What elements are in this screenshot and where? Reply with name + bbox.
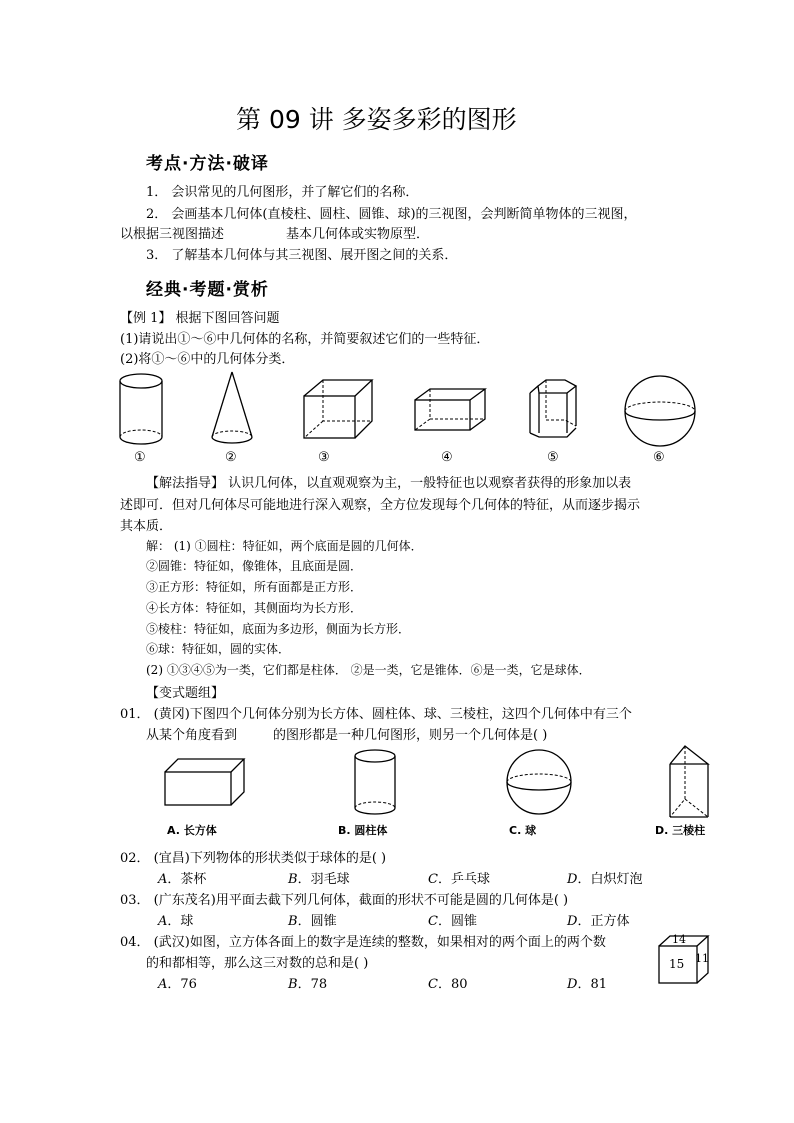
solution-line-2: ②圆锥：特征如，像锥体，且底面是圆． (146, 559, 363, 573)
q01-caption-a: A. 长方体 (167, 824, 217, 837)
q03-option-d[interactable]: D．正方体 (567, 914, 630, 929)
q03-option-b[interactable]: B．圆锥 (288, 914, 337, 929)
q02-option-d[interactable]: D．白炽灯泡 (567, 872, 643, 887)
q03-option-c[interactable]: C．圆锥 (428, 914, 477, 929)
cube-top-number: 14 (672, 933, 686, 946)
shape-label-5: ⑤ (547, 450, 559, 465)
shape-label-4: ④ (441, 450, 453, 465)
shape-label-3: ③ (318, 450, 330, 465)
solution-line-7: (2) ①③④⑤为一类，它们都是柱体． ②是一类，它是锥体．⑥是一类，它是球体． (146, 663, 591, 677)
example-1-question-2: (2)将①～⑥中的几何体分类． (120, 352, 295, 367)
q01-caption-b: B. 圆柱体 (338, 824, 388, 837)
example-1-question-1: (1)请说出①～⑥中几何体的名称，并简要叙述它们的一些特征． (120, 332, 490, 347)
q01-line-2: 从某个角度看到 的图形都是一种几何图形，则另一个几何体是( ) (146, 728, 548, 743)
objective-2: 2． 会画基本几何体(直棱柱、圆柱、圆锥、球)的三视图，会判断简单物体的三视图， (146, 207, 637, 222)
shape-label-6: ⑥ (653, 450, 665, 465)
cube-front-number: 15 (669, 957, 685, 971)
objective-1: 1． 会识常见的几何图形，并了解它们的名称． (146, 185, 419, 200)
q02-option-c[interactable]: C．乒乓球 (428, 872, 490, 887)
guide-line-2: 述即可．但对几何体尽可能地进行深入观察，全方位发现每个几何体的特征，从而逐步揭示 (120, 498, 641, 513)
page-title: 第 09 讲 多姿多彩的图形 (236, 105, 517, 134)
shape-label-2: ② (225, 450, 237, 465)
solution-line-6: ⑥球：特征如，圆的实体． (146, 642, 291, 656)
q03-option-a[interactable]: A．球 (158, 914, 194, 929)
section-heading-examples: 经典·考题·赏析 (146, 280, 269, 300)
q03-stem: 03． (广东茂名)用平面去截下列几何体，截面的形状不可能是圆的几何体是( ) (120, 893, 569, 908)
variant-heading: 【变式题组】 (146, 686, 225, 701)
q02-option-b[interactable]: B．羽毛球 (288, 872, 350, 887)
section-heading-methods: 考点·方法·破译 (146, 154, 269, 174)
q04-option-c[interactable]: C．80 (428, 977, 468, 992)
shape-label-1: ① (134, 450, 146, 465)
q04-option-d[interactable]: D．81 (567, 977, 607, 992)
example-1-header: 【例 1】 根据下图回答问题 (120, 311, 280, 326)
q01-line-1: 01． (黄冈)下图四个几何体分别为长方体、圆柱体、球、三棱柱，这四个几何体中有三个 (120, 707, 632, 722)
solution-line-5: ⑤棱柱：特征如，底面为多边形，侧面为长方形． (146, 622, 411, 636)
solution-line-1: 解： (1) ①圆柱：特征如，两个底面是圆的几何体． (146, 539, 423, 553)
objective-3: 3． 了解基本几何体与其三视图、展开图之间的关系． (146, 248, 458, 263)
objective-2-continued: 以根据三视图描述 基本几何体或实物原型． (120, 227, 430, 242)
q02-stem: 02． (宜昌)下列物体的形状类似于球体的是( ) (120, 851, 387, 866)
solution-line-3: ③正方形：特征如，所有面都是正方形． (146, 580, 363, 594)
guide-line-1: 【解法指导】 认识几何体，以直观观察为主，一般特征也以观察者获得的形象加以表 (146, 476, 632, 491)
q02-option-a[interactable]: A．茶杯 (158, 872, 207, 887)
guide-line-3: 其本质． (120, 519, 173, 534)
q04-line-2: 的和都相等，那么这三对数的总和是( ) (146, 956, 369, 971)
solution-line-4: ④长方体：特征如，其侧面均为长方形． (146, 601, 363, 615)
q04-option-b[interactable]: B．78 (288, 977, 328, 992)
q01-caption-d: D. 三棱柱 (655, 824, 706, 837)
q04-option-a[interactable]: A．76 (158, 977, 197, 992)
q01-caption-c: C. 球 (509, 824, 537, 837)
q04-line-1: 04． (武汉)如图，立方体各面上的数字是连续的整数，如果相对的两个面上的两个数 (120, 935, 606, 950)
cube-side-number: 11 (695, 952, 709, 965)
